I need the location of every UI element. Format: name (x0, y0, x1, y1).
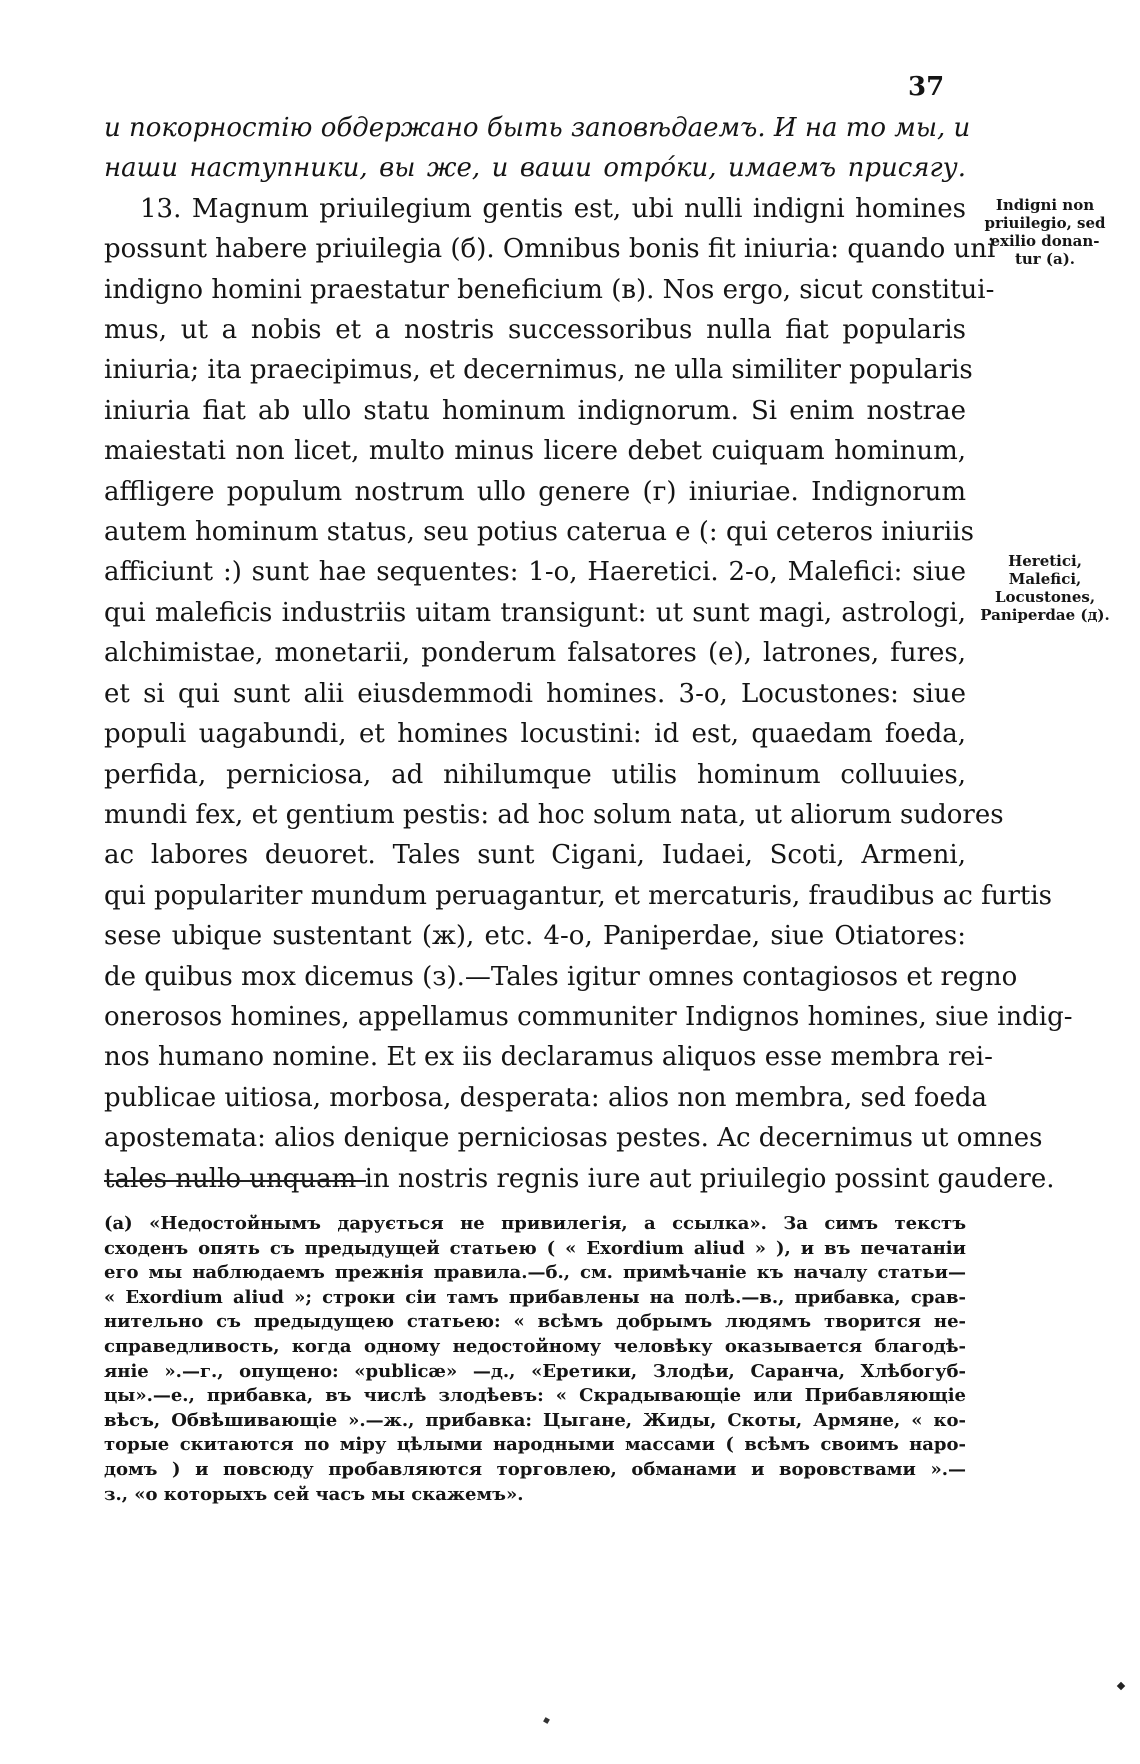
footnote-line: его мы наблюдаемъ прежнія правила.—б., см. примѣчаніе къ началу статьи— (104, 1262, 966, 1284)
text-line: populi uagabundi, et homines locustini: id est, quaedam foeda, (104, 719, 966, 750)
text-line: apostemata: alios denique perniciosas pestes. Ac decernimus ut omnes (104, 1123, 1043, 1154)
text-line: affligere populum nostrum ullo genere (г) iniuriae. Indignorum (104, 476, 966, 507)
footnote-block (104, 1212, 966, 1507)
text-line: ac labores deuoret. Tales sunt Cigani, Iudaei, Scoti, Armeni, (104, 840, 966, 871)
footnote-line: вѣсъ, Обвѣшивающіе ».—ж., прибавка: Цыгане, Жиды, Скоты, Армяне, « ко- (104, 1409, 966, 1431)
footnote-line: з., «о которыхъ сей часъ мы скажемъ». (104, 1483, 524, 1505)
page-number: 37 (908, 72, 945, 102)
margin-note-line: exilio donan- (990, 232, 1100, 250)
text-line: mundi fex, et gentium pestis: ad hoc solum nata, ut aliorum sudores (104, 799, 1004, 830)
footnote-line: яніе ».—г., опущено: «publicæ» —д., «Еретики, Злодѣи, Саранча, Хлѣбогуб- (104, 1360, 966, 1382)
text-line: tales nullo unquam in nostris regnis iure aut priuilegio possint gaudere. (104, 1163, 1055, 1194)
footnote-line: справедливость, когда одному недостойному человѣку оказывается благодѣ- (104, 1335, 966, 1357)
text-line: perfida, perniciosa, ad nihilumque utilis hominum colluuies, (104, 759, 966, 790)
margin-note-line: Heretici, (1008, 552, 1082, 570)
footnote-line: домъ ) и повсюду пробавляются торговлею, обманами и воровствами ».— (104, 1458, 966, 1480)
footnote-line: цы».—е., прибавка, въ числѣ злодѣевъ: « Скрадывающіе или Прибавляющіе (104, 1385, 966, 1407)
margin-note-line: Locustones, (994, 588, 1096, 606)
text-line: 13. Magnum priuilegium gentis est, ubi nulli indigni homines (140, 193, 966, 224)
text-line: наши наступники, вы же, и ваши отрóки, имаемъ присягу. (104, 153, 966, 184)
footnote-line: « Exordium aliud »; строки сіи тамъ прибавлены на полѣ.—в., прибавка, срав- (104, 1286, 966, 1308)
margin-note-indigni (970, 196, 1120, 268)
footnote-divider (104, 1180, 366, 1182)
text-line: onerosos homines, appellamus communiter Indignos homines, siue indig- (104, 1001, 1073, 1032)
margin-note-heretici (970, 552, 1120, 624)
text-line: и покорностію обдержано быть заповѣдаемъ. И на то мы, и (104, 113, 971, 143)
text-line: qui maleficis industriis uitam transigunt: ut sunt magi, astrologi, (104, 597, 966, 628)
print-speck-right (1117, 1682, 1125, 1690)
margin-note-line: Malefici, (1008, 570, 1082, 588)
text-line: publicae uitiosa, morbosa, desperata: alios non membra, sed foeda (104, 1082, 987, 1113)
footnote-line: нительно съ предыдущею статьею: « всѣмъ добрымъ людямъ творится не- (104, 1311, 966, 1333)
margin-note-line: tur (а). (1014, 250, 1076, 268)
footnote-line: (а) «Недостойнымъ дарується не привилегія, а ссылка». За симъ текстъ (104, 1213, 966, 1234)
margin-note-line: Indigni non (995, 196, 1095, 214)
text-line: qui populariter mundum peruagantur, et mercaturis, fraudibus ac furtis (104, 880, 1053, 911)
text-line: afficiunt :) sunt hae sequentes: 1-o, Haeretici. 2-o, Malefici: siue (104, 557, 966, 588)
margin-note-line: Paniperdae (д). (980, 606, 1110, 624)
footnote-line: торые скитаются по міру цѣлыми народными массами ( всѣмъ своимъ наро- (104, 1434, 966, 1456)
text-line: de quibus mox dicemus (з).—Tales igitur omnes contagiosos et regno (104, 961, 1018, 992)
text-line: nos humano nomine. Et ex iis declaramus aliquos esse membra rei- (104, 1042, 993, 1073)
margin-note-line: priuilegio, sed (984, 214, 1106, 232)
text-line: mus, ut a nobis et a nostris successoribus nulla fiat popularis (104, 315, 966, 346)
text-line: et si qui sunt alii eiusdemmodi homines. 3-o, Locustones: siue (104, 678, 966, 709)
text-line: possunt habere priuilegia (б). Omnibus bonis fit iniuria: quando uni (104, 234, 996, 265)
text-line: iniuria; ita praecipimus, et decernimus, ne ulla similiter popularis (104, 355, 973, 386)
text-line: iniuria fiat ab ullo statu hominum indignorum. Si enim nostrae (104, 395, 966, 426)
print-speck-bottom (543, 1717, 550, 1724)
text-line: indigno homini praestatur beneficium (в). Nos ergo, sicut constitui- (104, 274, 995, 305)
text-line: maiestati non licet, multo minus licere debet cuiquam hominum, (104, 436, 966, 467)
text-line: sese ubique sustentant (ж), etc. 4-o, Paniperdae, siue Otiatores: (104, 921, 966, 952)
footnote-line: сходенъ опять съ предыдущей статьею ( « Exordium aliud » ), и въ печатаніи (104, 1237, 966, 1259)
text-line: alchimistae, monetarii, ponderum falsatores (е), latrones, fures, (104, 638, 966, 669)
text-line: autem hominum status, seu potius caterua e (: qui ceteros iniuriis (104, 517, 974, 548)
